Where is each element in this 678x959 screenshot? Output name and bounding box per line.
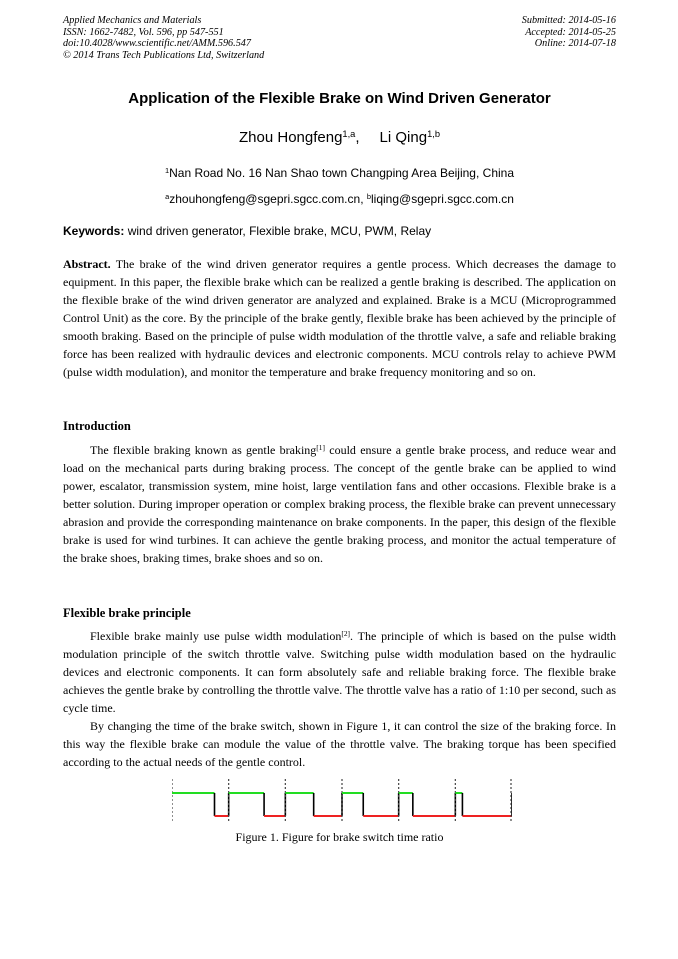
journal-info	[63, 15, 264, 61]
author-emails	[63, 192, 616, 206]
affiliation-text: Nan Road No. 16 Nan Shao town Changping Area Beijing, China	[169, 166, 515, 180]
principle-body	[63, 627, 616, 771]
submission-dates	[460, 15, 616, 50]
paragraph: Flexible brake mainly use pulse width modulation[2]. The principle of which is based on the pulse width modulation principle of the switch throttle valve. Switching pulse width modulation based on the hydraulic devices and electronic components. It can form absolutely safe and reliable braking force. The flexible brake achieves the gentle brake by controlling the throttle valve. The throttle valve has a ratio of 1:10 per second, such as cycle time.	[63, 628, 616, 715]
abstract-label: Abstract.	[63, 257, 111, 271]
abstract-text: The brake of the wind driven generator requires a gentle process. Which decreases the damage to equipment. In this paper, the flexible brake which can be realized a gentle braking is described. The application on the flexible brake of the wind driven generator are analyzed and explained. Brake is a MCU (Microprogrammed Control Unit) as the core. By the principle of the brake gently, flexible brake has been achieved by the principle of smooth braking. Based on the principle of pulse width modulation of the throttle valve, a safe and reliable braking force has been realized with hydraulic devices and electronic components. MCU controls relay to achieve PWM (pulse width modulation), and monitor the temperature and brake frequency monitoring and so on.	[63, 257, 616, 379]
keywords-text: wind driven generator, Flexible brake, MCU, PWM, Relay	[124, 224, 432, 238]
email-mark: a	[165, 191, 170, 201]
introduction-body	[63, 441, 616, 567]
citation-ref[interactable]: [2]	[341, 628, 351, 638]
online-date: Online: 2014-07-18	[534, 38, 616, 50]
citation-ref[interactable]: [1]	[316, 442, 325, 452]
accepted-date: Accepted: 2014-05-25	[525, 26, 616, 38]
email-address[interactable]: zhouhongfeng@sgepri.sgcc.com.cn,	[169, 192, 367, 206]
email-mark: b	[366, 191, 371, 201]
section-heading-principle: Flexible brake principle	[63, 606, 191, 620]
section-heading-introduction: Introduction	[63, 419, 131, 433]
submitted-date: Submitted: 2014-05-16	[521, 15, 616, 26]
abstract	[63, 255, 616, 381]
figure-caption: Figure 1. Figure for brake switch time ratio	[235, 830, 444, 844]
affiliation	[63, 166, 616, 180]
paragraph: The flexible braking known as gentle braking[1] could ensure a gentle brake process, and reduce wear and load on the mechanical parts during braking process. The concept of the gentle brake can be applied to wind power, escalator, transmission system, mine hoist, large ventilation fans and other occasions. Flexible brake is a better solution. During improper operation or complex braking process, the flexible brake can prevent unnecessary abrasion and provide the corresponding maintenance on brake components. In the paper, this design of the flexible brake is used for wind turbines. It can achieve the gentle braking process, and monitor the actual temperature of the brake shoes, braking times, brake shoes and so on.	[63, 442, 616, 565]
author-name: Li Qing	[379, 129, 428, 146]
email-address[interactable]: liqing@sgepri.sgcc.com.cn	[371, 192, 514, 206]
keywords	[63, 224, 616, 238]
author-affiliation-mark: 1,b	[427, 128, 440, 139]
journal-doi: doi:10.4028/www.scientific.net/AMM.596.547	[63, 38, 251, 50]
figure-1-pwm-waveform	[172, 776, 512, 824]
author-separator: ,	[355, 129, 360, 146]
author-name: Zhou Hongfeng	[239, 129, 343, 146]
journal-issn: ISSN: 1662-7482, Vol. 596, pp 547-551	[63, 26, 224, 38]
journal-copyright: © 2014 Trans Tech Publications Ltd, Switzerland	[63, 49, 265, 61]
author-list	[63, 129, 616, 146]
author-affiliation-mark: 1,a	[342, 128, 356, 139]
journal-name: Applied Mechanics and Materials	[63, 15, 202, 26]
affiliation-mark: 1	[164, 165, 170, 175]
paper-title: Application of the Flexible Brake on Wind Driven Generator	[128, 90, 551, 107]
paragraph: By changing the time of the brake switch, shown in Figure 1, it can control the size of the braking force. In this way the flexible brake can module the value of the throttle valve. The braking torque has been specified according to the actual needs of the gentle control.	[63, 719, 616, 769]
keywords-label: Keywords:	[63, 224, 125, 238]
